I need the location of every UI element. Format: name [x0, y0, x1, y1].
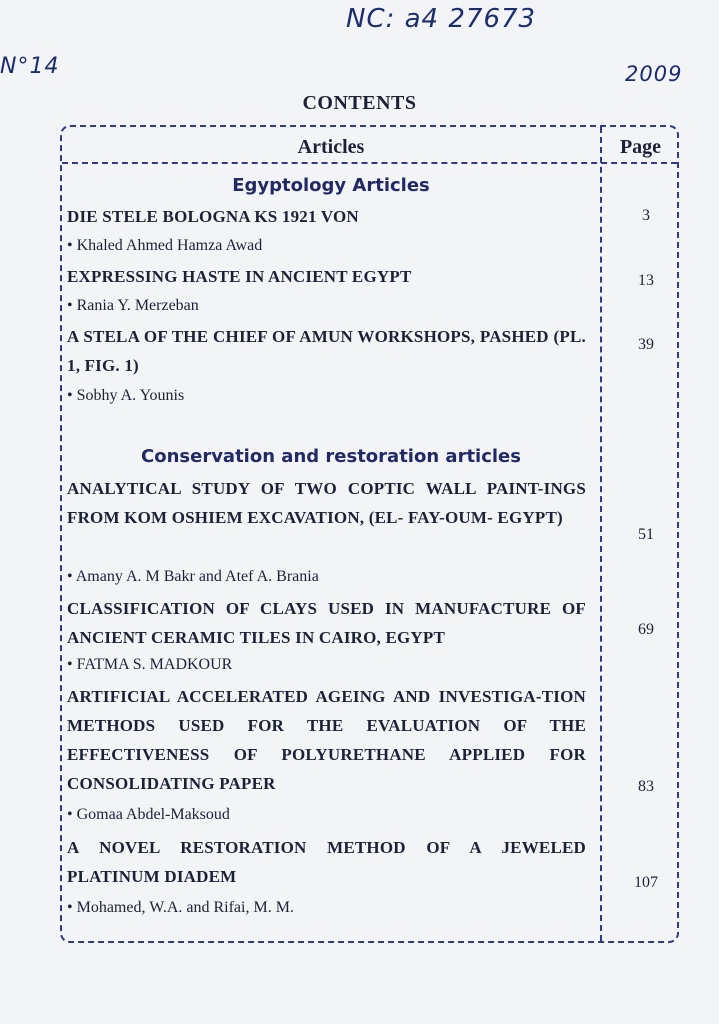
article-page-number: 3: [642, 207, 650, 224]
article-page-number: 51: [638, 526, 654, 543]
article-title: EXPRESSING HASTE IN ANCIENT EGYPT: [67, 267, 412, 286]
article-title: ANALYTICAL STUDY OF TWO COPTIC WALL PAINT-INGS FROM KOM OSHIEM EXCAVATION, (EL- FAY-OUM- EGYPT): [67, 479, 586, 527]
article-page-number: 13: [638, 272, 654, 289]
article-author: • FATMA S. MADKOUR: [67, 656, 233, 673]
column-header-articles: Articles: [297, 136, 365, 158]
handwritten-year: 2009: [625, 62, 683, 86]
article-page-number: 69: [638, 621, 654, 638]
article-title: A NOVEL RESTORATION METHOD OF A JEWELED PLATINUM DIADEM: [67, 838, 586, 886]
article-page-number: 107: [634, 874, 658, 891]
article-title: ARTIFICIAL ACCELERATED AGEING AND INVESTIGA-TION METHODS USED FOR THE EVALUATION OF THE EFFECTIVENESS OF POLYURETHANE APPLIED FOR CONSOLIDATING PAPER: [67, 687, 586, 793]
handwritten-accession-number: NC: a4 27673: [346, 4, 537, 34]
section-title-conservation: Conservation and restoration articles: [141, 446, 521, 467]
article-title: A STELA OF THE CHIEF OF AMUN WORKSHOPS, PASHED (PL. 1, FIG. 1): [67, 327, 586, 375]
column-header-page: Page: [619, 136, 662, 158]
article-author: • Sobhy A. Younis: [67, 387, 185, 404]
page-title: CONTENTS: [302, 92, 417, 114]
article-page-number: 39: [638, 336, 654, 353]
article-author: • Mohamed, W.A. and Rifai, M. M.: [67, 899, 294, 916]
article-author: • Rania Y. Merzeban: [67, 297, 199, 314]
section-title-egyptology: Egyptology Articles: [232, 175, 430, 196]
article-author: • Gomaa Abdel-Maksoud: [67, 806, 230, 823]
article-author: • Amany A. M Bakr and Atef A. Brania: [67, 568, 319, 585]
article-author: • Khaled Ahmed Hamza Awad: [67, 237, 263, 254]
article-title: DIE STELE BOLOGNA KS 1921 VON: [67, 207, 359, 226]
handwritten-issue-number: N°14: [0, 54, 60, 79]
article-title: CLASSIFICATION OF CLAYS USED IN MANUFACTURE OF ANCIENT CERAMIC TILES IN CAIRO, EGYPT: [67, 599, 586, 647]
header-divider: [62, 162, 677, 164]
article-page-number: 83: [638, 778, 654, 795]
